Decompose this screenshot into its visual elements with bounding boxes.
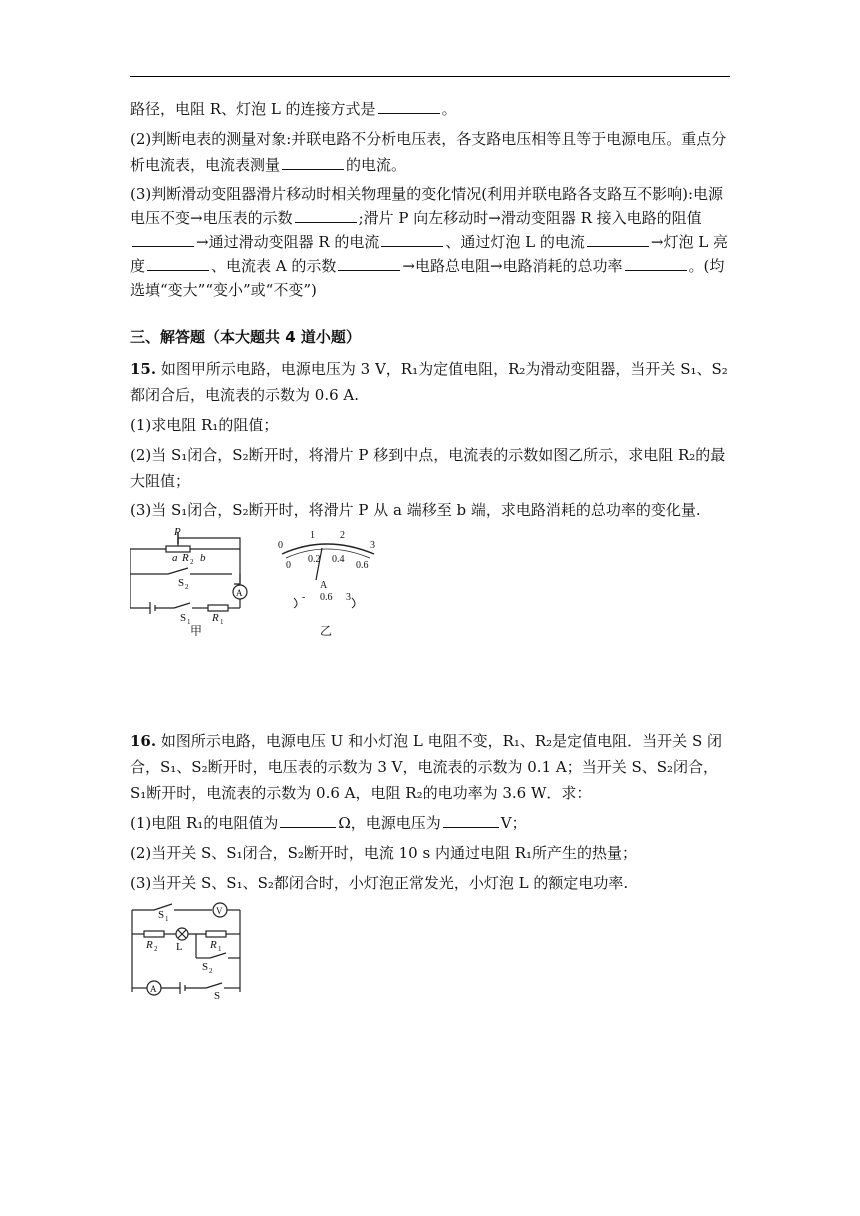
q16-label-r1: R	[210, 939, 217, 951]
terminal-minus: -	[302, 592, 306, 603]
header-rule	[130, 76, 730, 77]
section-title: 三、解答题（本大题共 4 道小题）	[130, 328, 361, 346]
q15-sub-2: (2)当 S₁闭合，S₂断开时，将滑片 P 移到中点，电流表的示数如图乙所示，求电阻 R₂的最大阻值；	[130, 446, 726, 490]
q15-sub-3: (3)当 S₁闭合，S₂断开时，将滑片 P 从 a 端移至 b 端，求电路消耗的总功率的变化量.	[130, 501, 701, 519]
dial-top-0: 0	[278, 540, 283, 551]
answer-blank[interactable]	[443, 812, 499, 828]
dial-top-3: 3	[370, 540, 375, 551]
dial-bottom-0: 0	[286, 560, 291, 571]
item-3	[130, 182, 730, 302]
ammeter-label: A	[236, 588, 243, 598]
q15-figures	[130, 526, 390, 636]
q16-label-s2: S	[202, 961, 209, 973]
answer-blank[interactable]	[625, 255, 687, 271]
item-2	[130, 126, 730, 178]
intro-end: 。	[441, 100, 457, 118]
item-3-text: →灯泡 L 亮度	[130, 233, 728, 275]
terminal-06: 0.6	[320, 592, 333, 603]
label-b: b	[200, 552, 206, 564]
q16-label-r2-sub: 2	[154, 945, 158, 953]
q16-sub-1-text: V；	[500, 814, 527, 832]
answer-blank[interactable]	[587, 231, 649, 247]
label-r2: R	[182, 552, 189, 564]
dial-top-2: 2	[340, 530, 345, 541]
circuit-diagram-jia	[130, 532, 247, 614]
ammeter-label: A	[150, 984, 157, 994]
label-s1: S	[180, 612, 187, 624]
q16-stem	[130, 728, 730, 806]
ammeter-dial-yi	[278, 530, 375, 636]
lamp-label: L	[176, 941, 183, 953]
intro-line	[130, 96, 730, 122]
question-number: 16.	[130, 732, 157, 750]
item-2-text: (2)判断电表的测量对象:并联电路不分析电压表，各支路电压相等且等于电源电压。重点分析电流表，电流表测量	[130, 130, 727, 174]
caption-jia: 甲	[190, 624, 203, 636]
q16-sub-1	[130, 810, 730, 836]
spacer	[130, 636, 730, 728]
answer-blank[interactable]	[378, 98, 440, 114]
item-3-text: (3)判断滑动变阻器滑片移动时相关物理量的变化情况(利用并联电路各支路互不影响):电源电压不变→电压表的示数	[130, 185, 724, 227]
label-p: P	[174, 526, 181, 538]
circuit-labels-jia	[172, 526, 243, 636]
answer-blank[interactable]	[132, 231, 194, 247]
q16-label-r1-sub: 1	[218, 945, 222, 953]
item-3-text: 。(均选填“变大”“变小”或“不变”)	[130, 257, 725, 299]
q16-sub-3: (3)当开关 S、S₁、S₂都闭合时，小灯泡正常发光，小灯泡 L 的额定电功率.	[130, 874, 629, 892]
q16-label-s: S	[214, 990, 221, 1000]
q15-sub-1: (1)求电阻 R₁的阻值；	[130, 416, 279, 434]
label-s2-sub: 2	[185, 583, 189, 591]
answer-blank[interactable]	[282, 154, 344, 170]
label-r2-sub: 2	[190, 558, 194, 566]
question-stem: 如图甲所示电路，电源电压为 3 V，R₁为定值电阻，R₂为滑动变阻器，当开关 S₁、S₂都闭合后，电流表的示数为 0.6 A.	[130, 360, 728, 404]
item-3-text: ;滑片 P 向左移动时→滑动变阻器 R 接入电路的阻值	[358, 209, 702, 227]
label-s1-sub: 1	[187, 618, 191, 626]
q15-stem	[130, 356, 730, 408]
terminal-3: 3	[346, 592, 351, 603]
q16-label-s1: S	[158, 909, 165, 921]
q16-circuit-diagram	[130, 900, 260, 1000]
q16-sub-1-text: Ω，电源电压为	[338, 814, 441, 832]
dial-bottom-02: 0.2	[308, 554, 321, 565]
voltmeter-label: V	[216, 906, 223, 916]
dial-unit: A	[320, 580, 328, 591]
item-3-text: 、通过灯泡 L 的电流	[445, 233, 585, 251]
q16-label-s2-sub: 2	[209, 967, 213, 975]
caption-yi: 乙	[320, 624, 333, 636]
label-s2: S	[178, 577, 185, 589]
answer-blank[interactable]	[280, 812, 336, 828]
dial-bottom-06: 0.6	[356, 560, 369, 571]
answer-blank[interactable]	[338, 255, 400, 271]
item-2-end: 的电流。	[346, 156, 407, 174]
page-content	[130, 96, 730, 1000]
q16-label-r2: R	[146, 939, 153, 951]
q16-label-s1-sub: 1	[165, 915, 169, 923]
question-number: 15.	[130, 360, 157, 378]
q16-sub-1-text: (1)电阻 R₁的电阻值为	[130, 814, 279, 832]
label-r1: R	[212, 612, 219, 624]
item-3-text: →电路总电阻→电路消耗的总功率	[402, 257, 623, 275]
answer-blank[interactable]	[147, 255, 209, 271]
label-a: a	[172, 552, 178, 564]
intro-text: 路径，电阻 R、灯泡 L 的连接方式是	[130, 100, 376, 118]
item-3-text: →通过滑动变阻器 R 的电流	[196, 233, 380, 251]
label-r1-sub: 1	[220, 618, 224, 626]
dial-bottom-04: 0.4	[332, 554, 345, 565]
answer-blank[interactable]	[295, 207, 357, 223]
dial-top-1: 1	[310, 530, 315, 541]
item-3-text: 、电流表 A 的示数	[211, 257, 337, 275]
answer-blank[interactable]	[381, 231, 443, 247]
q16-sub-2: (2)当开关 S、S₁闭合，S₂断开时，电流 10 s 内通过电阻 R₁所产生的热量；	[130, 844, 638, 862]
question-stem: 如图所示电路，电源电压 U 和小灯泡 L 电阻不变，R₁、R₂是定值电阻．当开关 S 闭合，S₁、S₂断开时，电压表的示数为 3 V，电流表的示数为 0.1 A；当开关 S、S₂闭合，S₁断开时，电流表的示数为 0.6 A，电阻 R₂的电功率为 3.6 W．求：	[130, 732, 722, 802]
